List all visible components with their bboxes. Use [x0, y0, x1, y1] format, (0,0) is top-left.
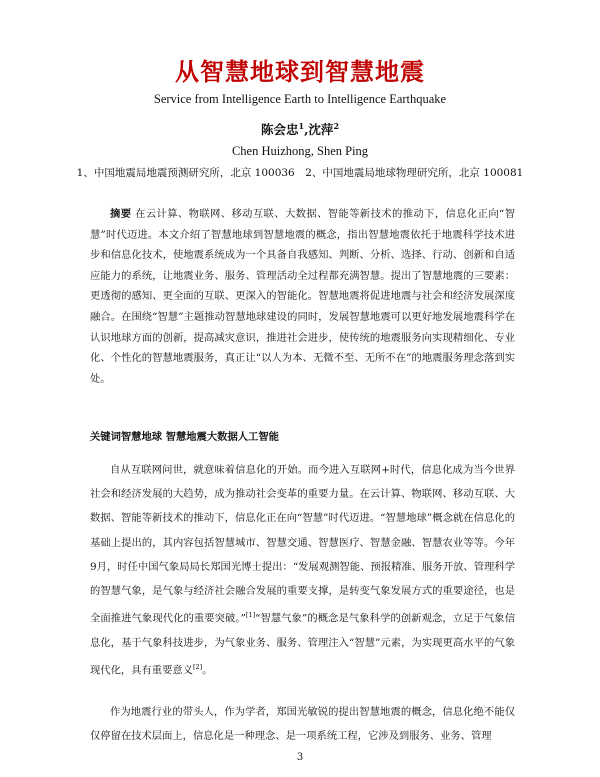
abstract-label: 摘要 [110, 208, 132, 220]
body-paragraph-2: 作为地震行业的带头人，作为学者，郑国光敏锐的提出智慧地震的概念，信息化绝不能仅仅停留在技术层面上，信息化是一种理念、是一项系统工程，它涉及到服务、业务、管理 [90, 706, 515, 743]
page-title: 从智慧地球到智慧地震 [175, 57, 425, 86]
english-title: Service from Intelligence Earth to Intelligence Earthquake [153, 92, 447, 106]
citation-ref: [1] [245, 611, 256, 620]
page-number: 3 [296, 752, 304, 763]
authors-english: Chen Huizhong, Shen Ping [231, 144, 369, 158]
author-affil-mark: 2 [333, 120, 340, 131]
authors-chinese: 陈会忠$^1$,沈萍$^2$ [260, 120, 340, 137]
author-name: 陈会忠 [260, 122, 299, 137]
abstract-text: 在云计算、物联网、移动互联、大数据、智能等新技术的推动下，信息化正向“智慧”时代迈进。本文介绍了智慧地球到智慧地震的概念，指出智慧地震依托于地震科学技术进步和信息化技术，使地震系统成为一个具备自我感知、判断、分析、选择、行动、创新和自适应能力的系统，让地震业务、服务、管理活动全过程都充满智慧。提出了智慧地震的三要素：更透彻的感知、更全面的互联、更深入的智能化。智慧地震将促进地震与社会和经济发展深度融合。在围绕“智慧”主题推动智慧地球建设的同时，发展智慧地震可以更好地发展地震科学在认识地球方面的创新，提高减灾意识，推进社会进步，使传统的地震服务向实现精细化、专业化、个性化的智慧地震服务，真正让“以人为本、无微不至、无所不在”的地震服务理念落到实处。 [90, 208, 516, 385]
abstract [90, 204, 515, 389]
keywords: 关键词智慧地球 智慧地震大数据人工智能 [90, 431, 279, 443]
paragraph-text: 自从互联网问世，就意味着信息化的开始。而今进入互联网+时代，信息化成为当今世界社会和经济发展的大趋势，成为推动社会变革的重要力量。在云计算、物联网、移动互联、大数据、智能等新技术的推动下，信息化正在向“智慧”时代迈进。“智慧地球”概念就在信息化的基础上提出的，其内容包括智慧城市、智慧交通、智慧医疗、智慧金融、智慧农业等等。今年9月，时任中国气象局局长郑国光博士提出：“发展观测智能、预报精准、服务开放、管理科学的智慧气象，是气象与经济社会融合发展的重要支撑，是转变气象发展方式的重要途径，也是全面推进气象现代化的重要突破。” [90, 464, 515, 625]
paragraph-text: 。 [202, 664, 213, 677]
paragraph-text: “智慧气象”的概念是气象科学的创新观念，立足于气象信息化，基于气象科技进步，为气象业务、服务、管理注入“智慧”元素，为实现更高水平的气象现代化，具有重要意义 [90, 612, 515, 677]
author-name: 沈萍 [308, 122, 334, 137]
body-paragraph-1 [90, 458, 515, 683]
affiliations: 1、中国地震局地震预测研究所，北京 100036 2、中国地震局地球物理研究所，北京 100081 [76, 167, 524, 179]
author-affil-mark: 1 [298, 120, 305, 131]
citation-ref: [2] [192, 663, 203, 672]
